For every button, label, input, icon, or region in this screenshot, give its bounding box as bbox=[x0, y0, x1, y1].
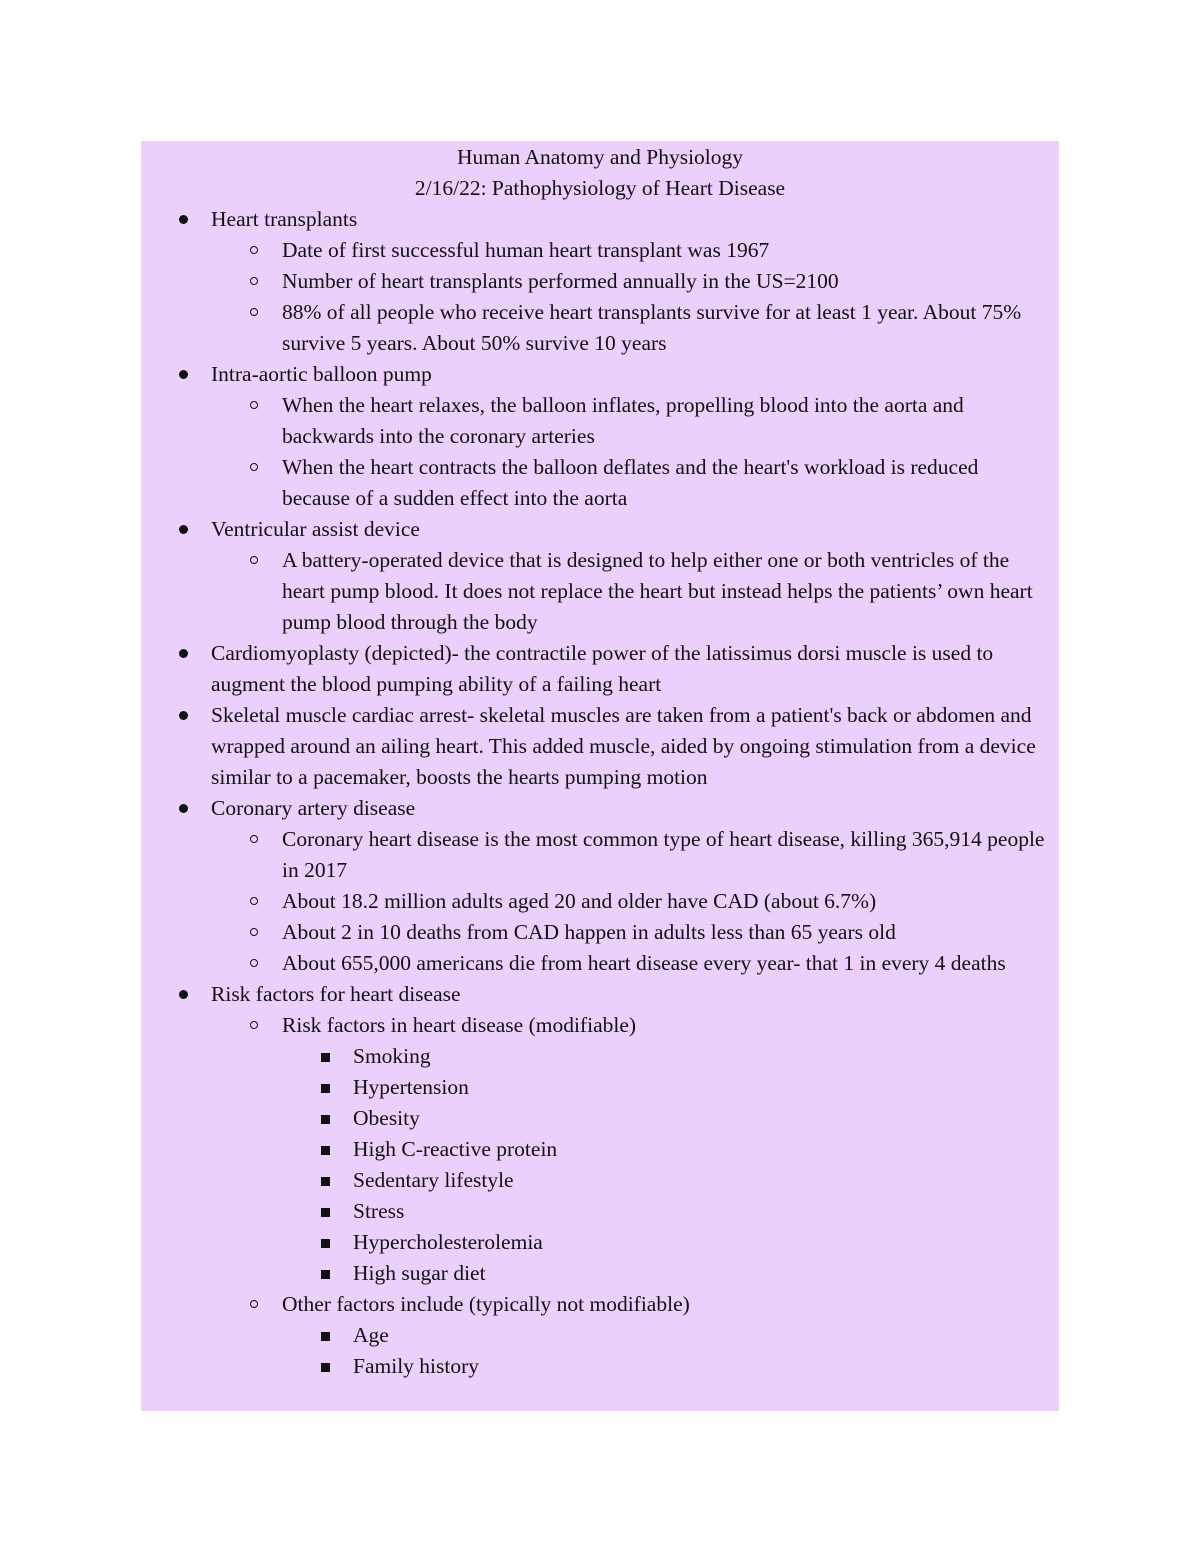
sub-sub-list bbox=[282, 1041, 1049, 1289]
sub-sub-list-item-text: Family history bbox=[353, 1354, 480, 1378]
list-item-text: Ventricular assist device bbox=[211, 517, 420, 541]
list-item bbox=[141, 514, 1059, 638]
sub-list-item-text: When the heart contracts the balloon deflates and the heart's workload is reduced because of a sudden effect into the aorta bbox=[282, 455, 979, 510]
sub-list-item-text: Other factors include (typically not modifiable) bbox=[282, 1292, 690, 1316]
sub-list bbox=[211, 545, 1049, 638]
sub-sub-list-item-text: Hypertension bbox=[353, 1075, 469, 1099]
sub-sub-list-item bbox=[282, 1227, 1049, 1258]
sub-list-item bbox=[211, 1010, 1049, 1289]
bullet-circle-icon bbox=[250, 452, 262, 483]
sub-sub-list-item bbox=[282, 1072, 1049, 1103]
sub-sub-list-item bbox=[282, 1196, 1049, 1227]
sub-sub-list-item-text: High C-reactive protein bbox=[353, 1137, 558, 1161]
list-item-text: Risk factors for heart disease bbox=[211, 982, 461, 1006]
list-item-text: Heart transplants bbox=[211, 207, 358, 231]
bullet-circle-icon bbox=[250, 1289, 262, 1320]
sub-sub-list-item-text: Hypercholesterolemia bbox=[353, 1230, 543, 1254]
document-subtitle: 2/16/22: Pathophysiology of Heart Disease bbox=[414, 176, 786, 200]
sub-sub-list-item bbox=[282, 1134, 1049, 1165]
sub-list-item bbox=[211, 235, 1049, 266]
list-item bbox=[141, 359, 1059, 514]
bullet-disc-icon bbox=[179, 638, 189, 669]
bullet-circle-icon bbox=[250, 297, 262, 328]
list-item bbox=[141, 793, 1059, 979]
bullet-square-icon bbox=[321, 1258, 331, 1289]
sub-sub-list-item-text: Stress bbox=[353, 1199, 405, 1223]
document-page bbox=[141, 141, 1059, 1411]
sub-list-item-text: A battery-operated device that is designed to help either one or both ventricles of the heart pump blood. It does not replace the heart but instead helps the patients’ own heart pump blood through the body bbox=[282, 548, 1033, 634]
bullet-square-icon bbox=[321, 1134, 331, 1165]
sub-list bbox=[211, 390, 1049, 514]
sub-list bbox=[211, 824, 1049, 979]
sub-list-item bbox=[211, 948, 1049, 979]
sub-sub-list-item bbox=[282, 1258, 1049, 1289]
sub-sub-list-item bbox=[282, 1041, 1049, 1072]
sub-list-item bbox=[211, 297, 1049, 359]
list-item-text: Cardiomyoplasty (depicted)- the contractile power of the latissimus dorsi muscle is used to augment the blood pumping ability of a failing heart bbox=[211, 641, 994, 696]
list-item-text: Intra-aortic balloon pump bbox=[211, 362, 432, 386]
bullet-square-icon bbox=[321, 1320, 331, 1351]
sub-list-item-text: About 2 in 10 deaths from CAD happen in adults less than 65 years old bbox=[282, 920, 896, 944]
sub-sub-list-item-text: High sugar diet bbox=[353, 1261, 486, 1285]
sub-list-item-text: 88% of all people who receive heart transplants survive for at least 1 year. About 75% survive 5 years. About 50% survive 10 years bbox=[282, 300, 1022, 355]
sub-list-item bbox=[211, 886, 1049, 917]
bullet-square-icon bbox=[321, 1041, 331, 1072]
bullet-circle-icon bbox=[250, 390, 262, 421]
bullet-circle-icon bbox=[250, 235, 262, 266]
sub-sub-list-item-text: Sedentary lifestyle bbox=[353, 1168, 514, 1192]
sub-list-item-text: Risk factors in heart disease (modifiable) bbox=[282, 1013, 637, 1037]
list-item bbox=[141, 979, 1059, 1382]
sub-list-item-text: When the heart relaxes, the balloon inflates, propelling blood into the aorta and backwards into the coronary arteries bbox=[282, 393, 964, 448]
sub-sub-list-item bbox=[282, 1165, 1049, 1196]
bullet-square-icon bbox=[321, 1103, 331, 1134]
sub-list-item-text: About 18.2 million adults aged 20 and older have CAD (about 6.7%) bbox=[282, 889, 877, 913]
bullet-disc-icon bbox=[179, 514, 189, 545]
sub-list-item bbox=[211, 824, 1049, 886]
list-item bbox=[141, 638, 1059, 700]
sub-list-item-text: About 655,000 americans die from heart disease every year- that 1 in every 4 deaths bbox=[282, 951, 1006, 975]
list-item-text: Coronary artery disease bbox=[211, 796, 416, 820]
bullet-circle-icon bbox=[250, 886, 262, 917]
sub-sub-list-item bbox=[282, 1103, 1049, 1134]
bullet-disc-icon bbox=[179, 979, 189, 1010]
document-title: Human Anatomy and Physiology bbox=[456, 145, 744, 169]
bullet-square-icon bbox=[321, 1165, 331, 1196]
bullet-square-icon bbox=[321, 1196, 331, 1227]
bullet-disc-icon bbox=[179, 204, 189, 235]
sub-sub-list-item bbox=[282, 1320, 1049, 1351]
bullet-disc-icon bbox=[179, 359, 189, 390]
sub-list-item-text: Date of first successful human heart transplant was 1967 bbox=[282, 238, 770, 262]
bullet-square-icon bbox=[321, 1351, 331, 1382]
sub-sub-list-item-text: Age bbox=[353, 1323, 389, 1347]
bullet-disc-icon bbox=[179, 793, 189, 824]
bullet-disc-icon bbox=[179, 700, 189, 731]
bullet-circle-icon bbox=[250, 824, 262, 855]
sub-list-item bbox=[211, 545, 1049, 638]
sub-list-item bbox=[211, 452, 1049, 514]
sub-list-item bbox=[211, 1289, 1049, 1382]
list-item bbox=[141, 204, 1059, 359]
sub-sub-list-item-text: Obesity bbox=[353, 1106, 420, 1130]
sub-list-item bbox=[211, 266, 1049, 297]
bullet-circle-icon bbox=[250, 948, 262, 979]
bullet-circle-icon bbox=[250, 266, 262, 297]
sub-list-item bbox=[211, 390, 1049, 452]
bullet-square-icon bbox=[321, 1227, 331, 1258]
sub-list-item-text: Coronary heart disease is the most common type of heart disease, killing 365,914 people in 2017 bbox=[282, 827, 1045, 882]
sub-list-item bbox=[211, 917, 1049, 948]
list-item bbox=[141, 700, 1059, 793]
sub-list bbox=[211, 235, 1049, 359]
bullet-circle-icon bbox=[250, 917, 262, 948]
sub-list-item-text: Number of heart transplants performed annually in the US=2100 bbox=[282, 269, 839, 293]
bullet-square-icon bbox=[321, 1072, 331, 1103]
sub-list bbox=[211, 1010, 1049, 1382]
bullet-circle-icon bbox=[250, 1010, 262, 1041]
outline-list bbox=[141, 204, 1059, 1382]
bullet-circle-icon bbox=[250, 545, 262, 576]
sub-sub-list-item-text: Smoking bbox=[353, 1044, 431, 1068]
sub-sub-list-item bbox=[282, 1351, 1049, 1382]
list-item-text: Skeletal muscle cardiac arrest- skeletal muscles are taken from a patient's back or abdomen and wrapped around an ailing heart. This added muscle, aided by ongoing stimulation from a device similar to a pacemaker, boosts the hearts pumping motion bbox=[211, 703, 1036, 789]
sub-sub-list bbox=[282, 1320, 1049, 1382]
